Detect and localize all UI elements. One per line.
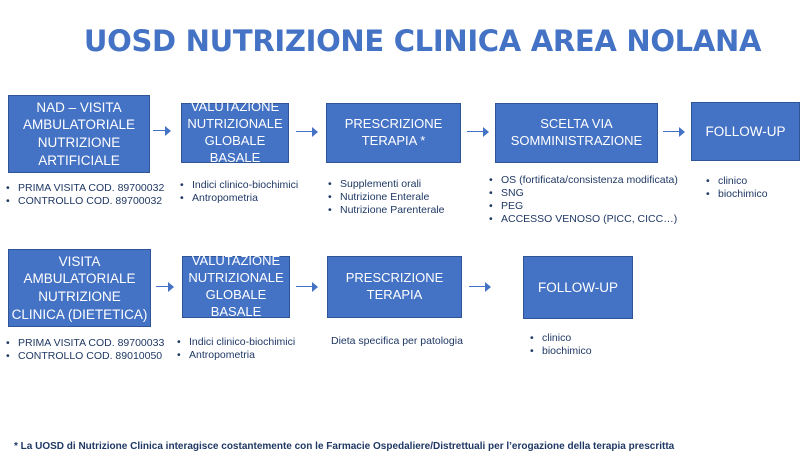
therapy-prescription-box: PRESCRIZIONE TERAPIA * xyxy=(326,103,461,163)
arrow-connector xyxy=(467,127,489,137)
list-item: • SNG xyxy=(489,187,678,200)
list-item: • biochimico xyxy=(530,345,592,358)
page-title: UOSD NUTRIZIONE CLINICA AREA NOLANA xyxy=(83,24,762,58)
list-item: • PEG xyxy=(489,200,678,213)
list-item: • OS (fortificata/consistenza modificata) xyxy=(489,174,678,187)
assessment-items-list xyxy=(177,336,295,362)
assessment-items-list xyxy=(180,179,298,205)
therapy-prescription-box: PRESCRIZIONE TERAPIA xyxy=(327,256,462,318)
list-item: • biochimico xyxy=(706,188,768,201)
arrow-connector xyxy=(156,282,174,292)
follow-up-box: FOLLOW-UP xyxy=(691,102,800,161)
list-item: • clinico xyxy=(706,175,768,188)
list-item: • clinico xyxy=(530,332,592,345)
nad-visit-box: NAD – VISITA AMBULATORIALE NUTRIZIONE ARTIFICIALE xyxy=(8,95,150,173)
nutritional-assessment-box: VALUTAZIONE NUTRIZIONALE GLOBALE BASALE xyxy=(182,256,290,318)
therapy-items-list xyxy=(328,178,444,217)
list-item: • PRIMA VISITA COD. 89700032 xyxy=(6,182,164,195)
arrow-connector xyxy=(296,127,318,137)
follow-up-items-list xyxy=(706,175,768,201)
arrow-connector xyxy=(153,126,171,136)
arrow-connector xyxy=(469,282,491,292)
dietetic-visit-box: VISITA AMBULATORIALE NUTRIZIONE CLINICA (DIETETICA) xyxy=(8,249,151,327)
diet-text: Dieta specifica per patologia xyxy=(331,335,463,347)
visit-codes-list xyxy=(6,182,164,208)
visit-codes-list xyxy=(6,337,164,363)
footnote: * La UOSD di Nutrizione Clinica interagisce costantemente con le Farmacie Ospedaliere/Distrettuali per l’erogazione della terapia prescritta xyxy=(14,441,675,452)
follow-up-items-list xyxy=(530,332,592,358)
list-item: • CONTROLLO COD. 89010050 xyxy=(6,350,164,363)
list-item: • Indici clinico-biochimici xyxy=(177,336,295,349)
arrow-connector xyxy=(296,282,318,292)
list-item: • ACCESSO VENOSO (PICC, CICC…) xyxy=(489,213,678,226)
arrow-connector xyxy=(663,127,685,137)
list-item: • CONTROLLO COD. 89700032 xyxy=(6,195,164,208)
list-item: • Indici clinico-biochimici xyxy=(180,179,298,192)
list-item: • Nutrizione Parenterale xyxy=(328,204,444,217)
follow-up-box: FOLLOW-UP xyxy=(523,256,633,319)
list-item: • Antropometria xyxy=(180,192,298,205)
administration-route-box: SCELTA VIA SOMMINISTRAZIONE xyxy=(495,103,658,163)
list-item: • Supplementi orali xyxy=(328,178,444,191)
list-item: • PRIMA VISITA COD. 89700033 xyxy=(6,337,164,350)
list-item: • Nutrizione Enterale xyxy=(328,191,444,204)
list-item: • Antropometria xyxy=(177,349,295,362)
route-items-list xyxy=(489,174,678,226)
nutritional-assessment-box: VALUTAZIONE NUTRIZIONALE GLOBALE BASALE xyxy=(181,103,289,163)
